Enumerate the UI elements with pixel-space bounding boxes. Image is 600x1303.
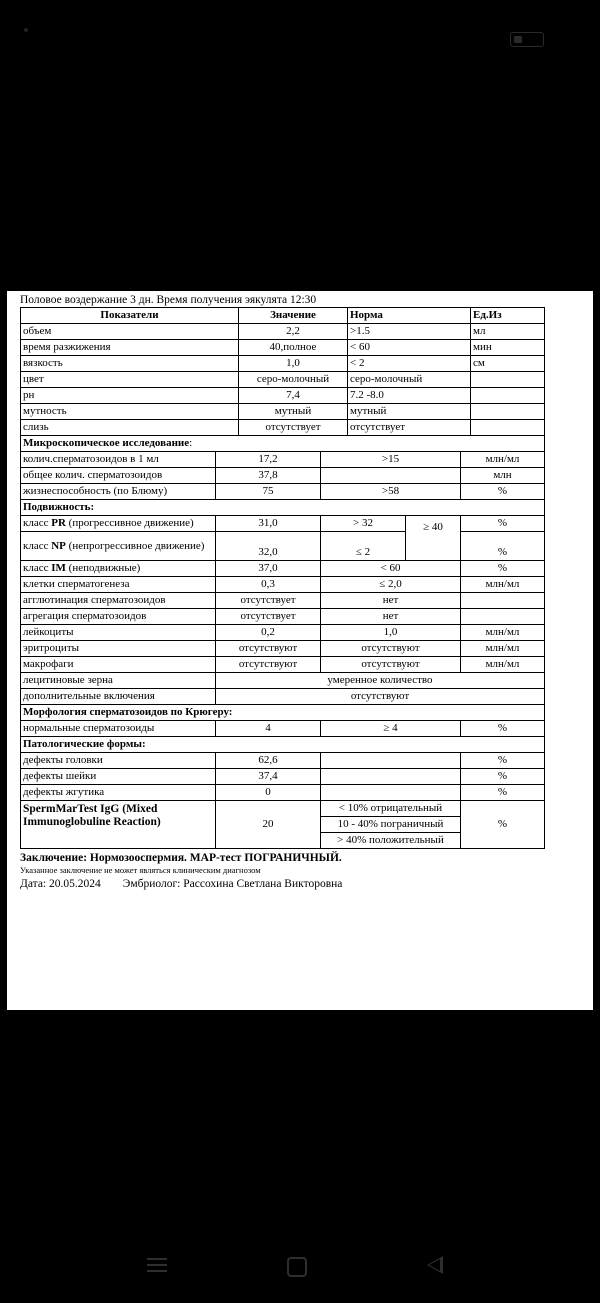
microscopy-table xyxy=(20,436,545,849)
row-unit: млн/мл xyxy=(461,577,545,593)
class-desc: (прогрессивное движение) xyxy=(65,517,194,529)
col-header-value: Значение xyxy=(239,308,348,324)
mar-test-row xyxy=(21,801,545,817)
row-norm: ≥ 4 xyxy=(321,721,461,737)
row-value: 0,2 xyxy=(216,625,321,641)
table-row xyxy=(21,388,545,404)
report-date: Дата: 20.05.2024 xyxy=(20,878,101,890)
row-param: дефекты головки xyxy=(21,753,216,769)
table-row xyxy=(21,785,545,801)
row-value: 37,0 xyxy=(216,561,321,577)
row-param xyxy=(21,561,216,577)
section-title: Подвижность: xyxy=(21,500,545,516)
row-unit xyxy=(471,404,545,420)
row-param: дефекты жгутика xyxy=(21,785,216,801)
row-value: 75 xyxy=(216,484,321,500)
section-row-motility xyxy=(21,500,545,516)
table-row xyxy=(21,484,545,500)
row-unit: млн/мл xyxy=(461,657,545,673)
row-value: 0,3 xyxy=(216,577,321,593)
row-value: 17,2 xyxy=(216,452,321,468)
class-prefix: класс xyxy=(23,539,52,552)
disclaimer: Указанное заключение не может являться клиническим диагнозом xyxy=(20,865,261,875)
row-value: мутный xyxy=(239,404,348,420)
row-value: серо-молочный xyxy=(239,372,348,388)
row-unit: см xyxy=(471,356,545,372)
battery-icon xyxy=(510,32,544,47)
home-icon[interactable] xyxy=(287,1257,307,1277)
row-param xyxy=(21,532,216,561)
table-row xyxy=(21,516,545,532)
row-value: 62,6 xyxy=(216,753,321,769)
table-row xyxy=(21,372,545,388)
row-unit: млн/мл xyxy=(461,452,545,468)
row-value: 0 xyxy=(216,785,321,801)
combined-norm: ≥ 40 xyxy=(406,516,461,561)
col-header-norm: Норма xyxy=(348,308,471,324)
class-code: NP xyxy=(51,539,66,552)
row-unit xyxy=(461,609,545,625)
row-norm: отсутствует xyxy=(348,420,471,436)
row-unit xyxy=(461,593,545,609)
table-row xyxy=(21,641,545,657)
row-norm xyxy=(321,753,461,769)
embryologist: Эмбриолог: Рассохина Светлана Викторовна xyxy=(122,878,343,890)
row-param: рн xyxy=(21,388,239,404)
table-row xyxy=(21,340,545,356)
row-param: клетки сперматогенеза xyxy=(21,577,216,593)
row-norm: < 60 xyxy=(348,340,471,356)
class-prefix: класс xyxy=(23,562,52,574)
spermogram-report xyxy=(20,293,544,891)
row-value: 37,4 xyxy=(216,769,321,785)
row-param: нормальные сперматозоиды xyxy=(21,721,216,737)
row-param: общее колич. сперматозоидов xyxy=(21,468,216,484)
class-prefix: класс xyxy=(23,517,52,529)
mar-test-unit: % xyxy=(461,801,545,849)
row-value: 1,0 xyxy=(239,356,348,372)
table-row xyxy=(21,673,545,689)
back-icon[interactable] xyxy=(427,1256,443,1274)
row-unit: млн xyxy=(461,468,545,484)
row-value: 32,0 xyxy=(216,532,321,561)
section-row-morphology xyxy=(21,705,545,721)
class-desc: (неподвижные) xyxy=(65,562,141,574)
row-value: умеренное количество xyxy=(216,673,545,689)
table-row xyxy=(21,561,545,577)
mar-norm-positive: > 40% положительный xyxy=(321,833,461,849)
row-param: агглютинация сперматозоидов xyxy=(21,593,216,609)
row-unit: % xyxy=(461,516,545,532)
row-param: слизь xyxy=(21,420,239,436)
row-norm: 7.2 -8.0 xyxy=(348,388,471,404)
row-norm: < 60 xyxy=(321,561,461,577)
row-param: агрегация сперматозоидов xyxy=(21,609,216,625)
row-unit: мин xyxy=(471,340,545,356)
row-param: дополнительные включения xyxy=(21,689,216,705)
row-norm: >15 xyxy=(321,452,461,468)
table-row xyxy=(21,577,545,593)
row-unit xyxy=(471,420,545,436)
row-param: жизнеспособность (по Блюму) xyxy=(21,484,216,500)
row-norm: нет xyxy=(321,593,461,609)
row-param: эритроциты xyxy=(21,641,216,657)
section-title: Патологические формы: xyxy=(21,737,545,753)
row-unit: % xyxy=(461,484,545,500)
row-param: дефекты шейки xyxy=(21,769,216,785)
row-param: колич.сперматозоидов в 1 мл xyxy=(21,452,216,468)
row-param xyxy=(21,516,216,532)
row-norm: ≤ 2,0 xyxy=(321,577,461,593)
document-page xyxy=(7,291,593,1010)
table-row xyxy=(21,452,545,468)
row-value: 7,4 xyxy=(239,388,348,404)
row-param: цвет xyxy=(21,372,239,388)
mar-norm-borderline: 10 - 40% пограничный xyxy=(321,817,461,833)
row-unit: % xyxy=(461,785,545,801)
col-header-param: Показатели xyxy=(21,308,239,324)
col-header-unit: Ед.Из xyxy=(471,308,545,324)
table-row xyxy=(21,657,545,673)
row-unit: % xyxy=(461,721,545,737)
row-value: отсутствуют xyxy=(216,689,545,705)
row-unit xyxy=(471,388,545,404)
class-desc: (непрогрессивное движение) xyxy=(65,539,205,552)
abstinence-line: Половое воздержание 3 дн. Время получения эякулята 12:30 xyxy=(20,294,317,306)
row-norm xyxy=(321,769,461,785)
row-norm xyxy=(321,785,461,801)
row-unit: млн/мл xyxy=(461,641,545,657)
section-title: Морфология сперматозоидов по Крюгеру: xyxy=(21,705,545,721)
row-unit: мл xyxy=(471,324,545,340)
table-row xyxy=(21,593,545,609)
row-param: вязкость xyxy=(21,356,239,372)
row-norm: > 32 xyxy=(321,516,406,532)
table-row xyxy=(21,609,545,625)
signature-line xyxy=(20,877,544,891)
row-norm: < 2 xyxy=(348,356,471,372)
class-code: PR xyxy=(51,517,66,529)
row-unit: млн/мл xyxy=(461,625,545,641)
table-row xyxy=(21,721,545,737)
mar-test-value: 20 xyxy=(216,801,321,849)
recent-apps-icon[interactable] xyxy=(147,1254,167,1274)
row-value: отсутствует xyxy=(239,420,348,436)
mar-test-label: SpermMarTest IgG (Mixed Immunoglobuline Reaction) xyxy=(21,801,216,849)
row-value: отсутствуют xyxy=(216,657,321,673)
status-bar-dot xyxy=(24,28,28,32)
row-norm: ≤ 2 xyxy=(321,532,406,561)
table-row xyxy=(21,532,545,561)
row-norm: мутный xyxy=(348,404,471,420)
row-norm: >1.5 xyxy=(348,324,471,340)
row-norm xyxy=(321,468,461,484)
row-norm: 1,0 xyxy=(321,625,461,641)
row-norm: серо-молочный xyxy=(348,372,471,388)
row-value: 2,2 xyxy=(239,324,348,340)
row-value: 31,0 xyxy=(216,516,321,532)
table-header-row xyxy=(21,308,545,324)
table-row xyxy=(21,324,545,340)
table-row xyxy=(21,468,545,484)
row-norm: отсутствуют xyxy=(321,657,461,673)
row-param: лейкоциты xyxy=(21,625,216,641)
table-row xyxy=(21,356,545,372)
row-param: мутность xyxy=(21,404,239,420)
conclusion: Заключение: Нормозооспермия. МАР-тест ПОГРАНИЧНЫЙ. xyxy=(20,852,342,864)
table-row xyxy=(21,689,545,705)
row-param: лецитиновые зерна xyxy=(21,673,216,689)
mar-norm-negative: < 10% отрицательный xyxy=(321,801,461,817)
row-param: объем xyxy=(21,324,239,340)
row-param: макрофаги xyxy=(21,657,216,673)
row-value: отсутствуют xyxy=(216,641,321,657)
row-value: отсутствует xyxy=(216,609,321,625)
row-value: 40,полное xyxy=(239,340,348,356)
row-value: 4 xyxy=(216,721,321,737)
class-code: IM xyxy=(51,562,66,574)
table-row xyxy=(21,625,545,641)
row-unit: % xyxy=(461,532,545,561)
row-unit xyxy=(471,372,545,388)
section-title: Микроскопическое исследование xyxy=(23,437,190,449)
row-norm: >58 xyxy=(321,484,461,500)
section-row-pathology xyxy=(21,737,545,753)
row-norm: нет xyxy=(321,609,461,625)
row-norm: отсутствуют xyxy=(321,641,461,657)
section-colon: : xyxy=(189,437,193,449)
table-row xyxy=(21,420,545,436)
table-row xyxy=(21,769,545,785)
row-unit: % xyxy=(461,561,545,577)
table-row xyxy=(21,404,545,420)
row-param: время разжижения xyxy=(21,340,239,356)
row-unit: % xyxy=(461,769,545,785)
section-row-microscopy xyxy=(21,436,545,452)
table-row xyxy=(21,753,545,769)
row-value: отсутствует xyxy=(216,593,321,609)
basic-parameters-table xyxy=(20,307,545,436)
row-value: 37,8 xyxy=(216,468,321,484)
row-unit: % xyxy=(461,753,545,769)
